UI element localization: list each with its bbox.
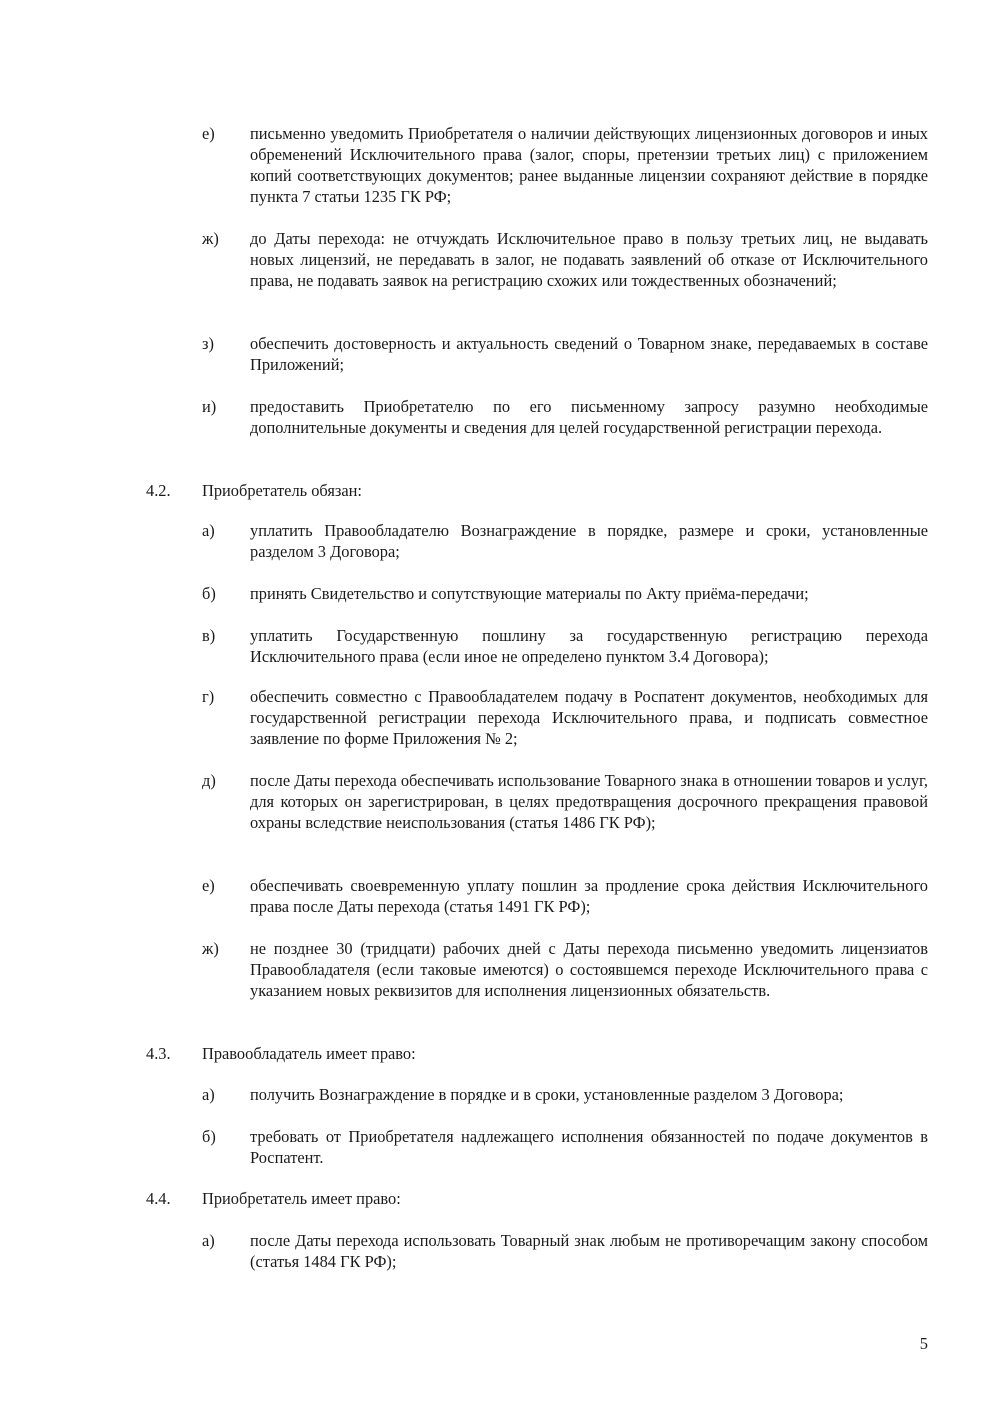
item-marker: и) — [202, 397, 217, 416]
item-marker: г) — [202, 687, 215, 706]
item-marker: а) — [202, 521, 215, 540]
item-marker: е) — [202, 124, 215, 143]
item-text: до Даты перехода: не отчуждать Исключительное право в пользу третьих лиц, не выдавать новых лицензий, не передавать в залог, не подавать заявлений об отказе от Исключительного права, не подавать заявок на регистрацию схожих или тождественных обозначений; — [250, 229, 928, 290]
item-text: принять Свидетельство и сопутствующие материалы по Акту приёма-передачи; — [250, 584, 809, 603]
item-text: уплатить Государственную пошлину за государственную регистрацию перехода Исключительного права (если иное не определено пунктом 3.4 Договора); — [250, 626, 928, 666]
page-number: 5 — [919, 1334, 928, 1353]
clause-number: 4.3. — [146, 1044, 171, 1063]
item-text: не позднее 30 (тридцати) рабочих дней с Даты перехода письменно уведомить лицензиатов Правообладателя (если таковые имеются) о состоявшемся переходе Исключительного права с указанием новых реквизитов для исполнения лицензионных обязательств. — [250, 939, 928, 1000]
item-text: обеспечить совместно с Правообладателем подачу в Роспатент документов, необходимых для государственной регистрации перехода Исключительного права, и подписать совместное заявление по форме Приложения № 2; — [250, 687, 928, 748]
item-text: получить Вознаграждение в порядке и в сроки, установленные разделом 3 Договора; — [250, 1085, 844, 1104]
item-text: обеспечить достоверность и актуальность сведений о Товарном знаке, передаваемых в составе Приложений; — [250, 334, 928, 374]
clause-heading: Приобретатель имеет право: — [202, 1189, 401, 1208]
clause-heading: Приобретатель обязан: — [202, 481, 362, 500]
clause-number: 4.2. — [146, 481, 171, 500]
item-marker: в) — [202, 626, 216, 645]
clause-number: 4.4. — [146, 1189, 171, 1208]
item-marker: з) — [202, 334, 214, 353]
clause-heading: Правообладатель имеет право: — [202, 1044, 416, 1063]
item-marker: д) — [202, 771, 216, 790]
item-marker: ж) — [202, 939, 219, 958]
item-marker: а) — [202, 1231, 215, 1250]
item-marker: б) — [202, 1127, 216, 1146]
item-text: после Даты перехода использовать Товарный знак любым не противоречащим закону способом (статья 1484 ГК РФ); — [250, 1231, 928, 1271]
item-text: требовать от Приобретателя надлежащего исполнения обязанностей по подаче документов в Роспатент. — [250, 1127, 928, 1167]
item-marker: а) — [202, 1085, 215, 1104]
item-text: предоставить Приобретателю по его письменному запросу разумно необходимые дополнительные документы и сведения для целей государственной регистрации перехода. — [250, 397, 928, 437]
item-text: уплатить Правообладателю Вознаграждение в порядке, размере и сроки, установленные разделом 3 Договора; — [250, 521, 928, 561]
item-marker: е) — [202, 876, 215, 895]
item-marker: б) — [202, 584, 216, 603]
item-text: обеспечивать своевременную уплату пошлин за продление срока действия Исключительного права после Даты перехода (статья 1491 ГК РФ); — [250, 876, 928, 916]
item-text: после Даты перехода обеспечивать использование Товарного знака в отношении товаров и услуг, для которых он зарегистрирован, в целях предотвращения досрочного прекращения правовой охраны вследствие неиспользования (статья 1486 ГК РФ); — [250, 771, 928, 832]
item-text: письменно уведомить Приобретателя о наличии действующих лицензионных договоров и иных обременений Исключительного права (залог, споры, претензии третьих лиц) с приложением копий соответствующих документов; ранее выданные лицензии сохраняют действие в порядке пункта 7 статьи 1235 ГК РФ; — [250, 124, 928, 206]
item-marker: ж) — [202, 229, 219, 248]
